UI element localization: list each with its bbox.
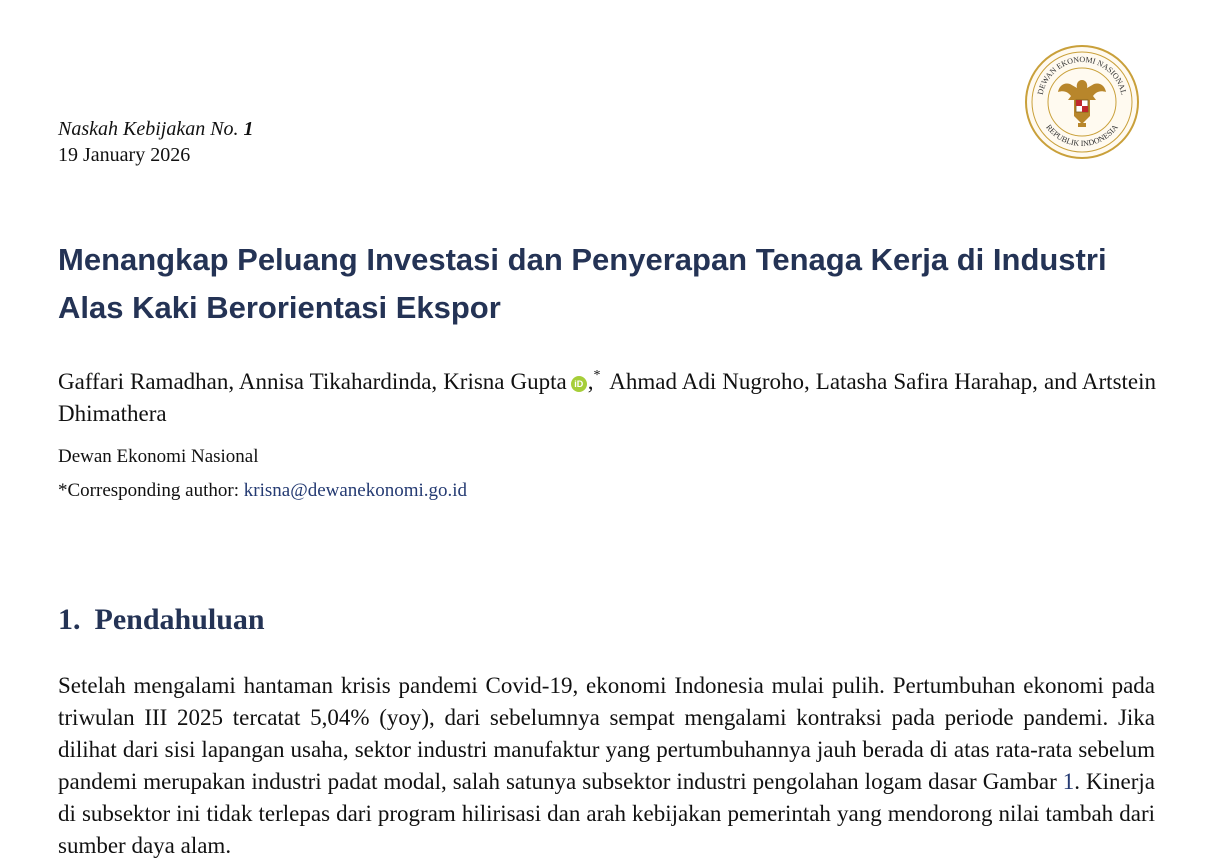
- seal-bottom-text: REPUBLIK INDONESIA: [1044, 122, 1120, 149]
- corresponding-email-link[interactable]: krisna@dewanekonomi.go.id: [243, 480, 468, 501]
- author-list: [58, 360, 1156, 430]
- authors-comma: ,: [587, 369, 594, 394]
- authors-before-orcid: Gaffari Ramadhan, Annisa Tikahardinda, Krisna Gupta: [58, 369, 567, 394]
- series-label: Naskah Kebijakan No.: [58, 118, 239, 140]
- series-number: 1: [243, 118, 254, 140]
- seal-top-text: DEWAN EKONOMI NASIONAL: [1035, 54, 1129, 96]
- section-heading: [58, 600, 265, 640]
- paragraph-text-after-ref: . Kinerja di subsektor ini tidak terlepas dari program hilirisasi dan arah kebijakan pemerintah yang mendorong nilai tambah dari sumber daya alam.: [58, 769, 1156, 858]
- section-title: Pendahuluan: [94, 603, 265, 636]
- paragraph-text-before-ref: Setelah mengalami hantaman krisis pandemi Covid-19, ekonomi Indonesia mulai pulih. Pertumbuhan ekonomi pada triwulan III 2025 tercatat 5,04% (yoy), dari sebelumnya sempat mengalami kontraksi pada periode pandemi. Jika dilihat dari sisi lapangan usaha, sektor industri manufaktur yang pertumbuhannya jauh berada di atas rata-rata sebelum pandemi merupakan industri padat modal, salah satunya subsektor industri pengolahan logam dasar Gambar: [58, 673, 1155, 794]
- series-line: [58, 116, 254, 142]
- document-header: [58, 116, 254, 168]
- section-number: 1.: [58, 603, 81, 636]
- orcid-icon[interactable]: iD: [571, 376, 587, 392]
- intro-paragraph: [58, 670, 1155, 862]
- paper-title: Menangkap Peluang Investasi dan Penyerapan Tenaga Kerja di Industri Alas Kaki Berorientasi Ekspor: [58, 242, 1107, 325]
- authors-rest: Ahmad Adi Nugroho, Latasha Safira Harahap, and Artstein Dhimathera: [58, 369, 1157, 426]
- dewan-ekonomi-nasional-seal-icon: [1024, 44, 1140, 160]
- document-date: 19 January 2026: [58, 144, 191, 166]
- affiliation: Dewan Ekonomi Nasional: [58, 446, 259, 467]
- corresponding-author-line: [58, 478, 467, 504]
- corresponding-mark: *: [593, 368, 601, 383]
- figure-reference-link[interactable]: 1: [1062, 769, 1075, 794]
- corresponding-label: *Corresponding author:: [58, 480, 240, 501]
